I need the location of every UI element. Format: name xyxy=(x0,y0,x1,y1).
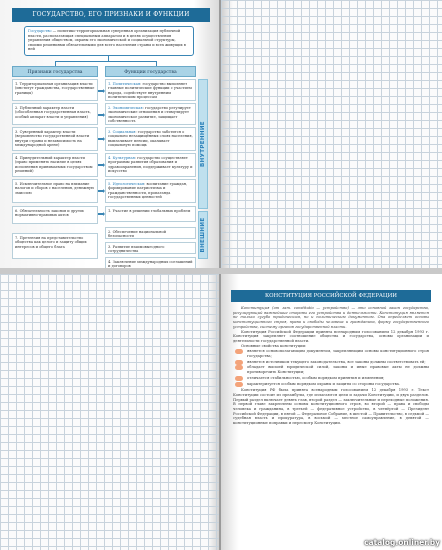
paragraph: Конституция Российской Федерации принята всенародным голосованием 12 декабря 1993 г. Конституция закрепляет соотношение общества и государства, основы организации и деятельности государственной власти. xyxy=(233,329,429,343)
function-cell: 5. Идеологическая: воспитание граждан, формирование патриотизма и гражданственности, пропаганда государственных ценностей xyxy=(105,179,196,203)
table-row xyxy=(12,257,196,268)
feature-cell: 7. Претензия на представительство общества как целого и защиту общих интересов и общего блага xyxy=(12,233,98,259)
side-label-external: ВНЕШНИЕ xyxy=(198,211,208,259)
paragraph: Конституция РФ была принята всенародным голосованием 12 декабря 1993 г. Текст Конституции состоит из преамбулы, где излагаются цели и задачи Конституции, и двух разделов. Первый раздел включает девять глав, второй раздел — заключительные и переходные положения. В первой главе закреплены основы конституционного строя, во второй — права и свободы человека и гражданина, в третьей — федеративное устройство, в четвёртой — Президент Российской Федерации, в пятой — Федеральное Собрание, в шестой — Правительство, в седьмой — судебная власть и прокуратура, в восьмой — местное самоуправление, в девятой — конституционные поправки и пересмотр Конституции. xyxy=(233,388,429,426)
intro-paragraph: Конституция (от лат. constitutio — устройство) — это основной закон государства, регулирующий важнейшие стороны его устройства и деятельности. Конституция является не только сугубо юридическим, но и политическим документом. Она определяет основы конституционного строя, права и свободы человека и гражданина, форму государственного устройства, систему органов государственной власти. xyxy=(233,306,429,329)
paragraph: Основные свойства конституции: xyxy=(241,343,307,348)
feature-cell: 1. Территориальная организация власти (институт гражданства, государственные границы) xyxy=(12,79,98,101)
feature-cell: 5. Исключительное право на взимание налогов и сборов с населения, денежную эмиссию xyxy=(12,179,98,203)
function-cell: 1. Политическая: государство выполняет главные политические функции с участием народа, содействует внутренним политическим процессам xyxy=(105,79,196,101)
table-row xyxy=(12,103,196,125)
feature-cell: 4. Принудительный характер власти (право применять насилие в целях исполнения принимаемых государством решений) xyxy=(12,153,98,177)
table-row xyxy=(12,127,196,151)
function-cell: 3. Социальная: государство заботится о социально незащищённых слоях населения, выплачивает пенсии, оказывает социальную помощь xyxy=(105,127,196,151)
bullet-icon xyxy=(235,365,243,370)
definition-box xyxy=(24,26,194,56)
bottom-right-page xyxy=(221,274,442,550)
bullet-icon xyxy=(235,349,243,354)
definition-text: — политико-территориальная суверенная организация публичной власти, располагающая специальным аппаратом и в целях осуществления управления обществом, охраны его экономической и социальной структуры, своими решениями обязательными для всего населения страны и всех живущих в ней xyxy=(28,29,186,52)
bottom-left-grid-page xyxy=(0,274,220,550)
arrow-right-icon xyxy=(98,113,105,117)
bullet-icon xyxy=(235,382,243,387)
table-row xyxy=(12,242,196,254)
feature-cell: 6. Обязательность законов и других нормативно-правовых актов xyxy=(12,206,98,224)
function-cell: 4. Культурная: государство осуществляет программы развития образования и здравоохранения, поддерживает культуру и искусство xyxy=(105,153,196,177)
table-row xyxy=(12,153,196,177)
bullet-icon xyxy=(235,360,243,365)
function-cell: 2. Экономическая: государство регулирует экономические отношения и стимулирует экономическое развитие, защищает собственность xyxy=(105,103,196,125)
feature-cell: 2. Публичный характер власти (обособленная государственная власть, особый аппарат власти и управления) xyxy=(12,103,98,125)
table-row xyxy=(12,179,196,203)
list-item: обладает высшей юридической силой, законы и иные правовые акты не должны противоречить Конституции; xyxy=(233,365,429,374)
page-title: КОНСТИТУЦИЯ РОССИЙСКОЙ ФЕДЕРАЦИИ xyxy=(231,290,431,302)
list-item: характеризуется особым порядком охраны и защиты со стороны государства. xyxy=(233,382,429,387)
list-item: отличается стабильностью, особым порядком принятия и изменения; xyxy=(233,376,429,381)
definition-term: Государство xyxy=(28,29,52,33)
function-cell: 1. Участие в решении глобальных проблем xyxy=(105,206,196,222)
top-left-page xyxy=(0,0,220,268)
arrow-right-icon xyxy=(98,189,105,193)
arrow-right-icon xyxy=(98,137,105,141)
bottom-spread xyxy=(0,274,442,550)
page-title: ГОСУДАРСТВО, ЕГО ПРИЗНАКИ И ФУНКЦИИ xyxy=(12,8,210,22)
arrow-right-icon xyxy=(98,212,105,216)
bullet-icon xyxy=(235,376,243,381)
top-spread xyxy=(0,0,442,268)
column-header-functions: Функции государства xyxy=(105,66,196,77)
list-item: является основополагающим документом, закрепляющим основы конституционного строя государства; xyxy=(233,349,429,358)
arrow-right-icon xyxy=(98,89,105,93)
table-row xyxy=(12,206,196,222)
table-row xyxy=(12,79,196,101)
top-right-grid-page xyxy=(221,0,442,268)
feature-cell: 3. Суверенный характер власти (верховенство государственной власти внутри страны и независимость на международной арене) xyxy=(12,127,98,151)
function-cell: 4. Заключение международных соглашений и договоров xyxy=(105,257,196,268)
side-label-internal: ВНУТРЕННИЕ xyxy=(198,79,208,209)
constitution-text xyxy=(233,306,429,544)
watermark: catalog.onliner.by xyxy=(364,538,440,547)
column-header-features: Признаки государства xyxy=(12,66,98,77)
list-item: является источником текущего законодательства, все законы должны соответствовать ей; xyxy=(233,360,429,365)
table-row xyxy=(12,227,196,249)
features-functions-table xyxy=(12,79,196,268)
function-cell: 3. Развитие взаимовыгодного сотрудничества xyxy=(105,242,196,254)
arrow-right-icon xyxy=(98,163,105,167)
function-cell: 2. Обеспечение национальной безопасности xyxy=(105,227,196,239)
